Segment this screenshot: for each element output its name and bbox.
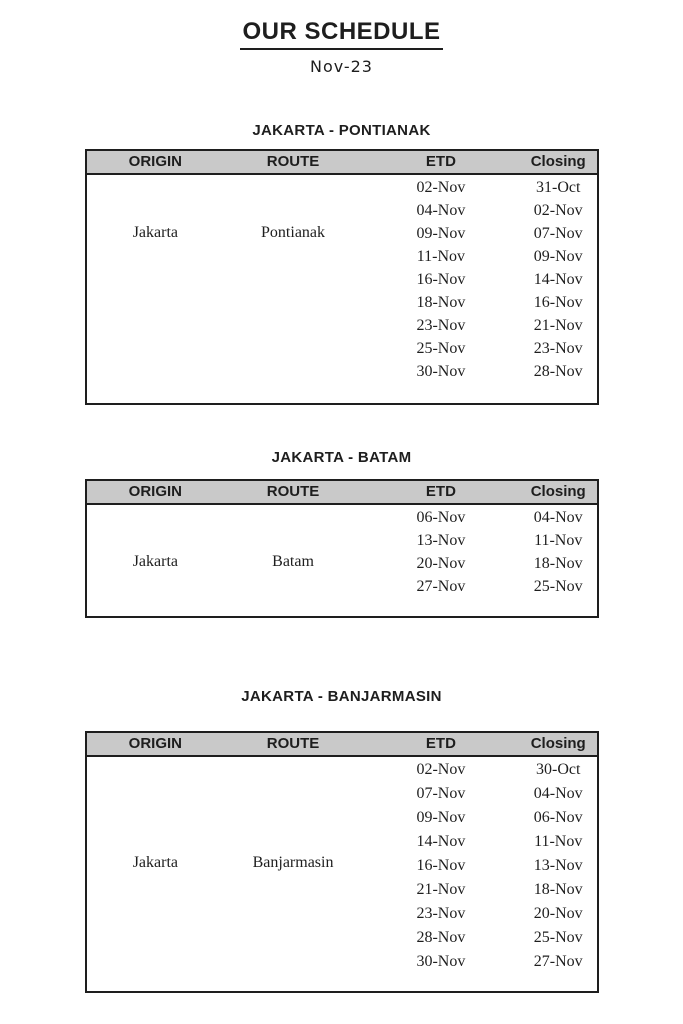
col-header-route: ROUTE — [266, 153, 320, 170]
closing-cell: 18-Nov — [533, 555, 583, 572]
etd-cell: 28-Nov — [416, 929, 466, 946]
col-header-route: ROUTE — [266, 735, 320, 752]
origin-cell: Jakarta — [132, 553, 178, 570]
col-header-closing: Closing — [530, 153, 586, 170]
closing-cell: 11-Nov — [534, 833, 583, 850]
closing-cell: 04-Nov — [533, 509, 583, 526]
closing-cell: 27-Nov — [533, 953, 583, 970]
table-row — [87, 926, 597, 950]
etd-cell: 13-Nov — [416, 532, 466, 549]
table-row — [87, 529, 597, 552]
closing-cell: 25-Nov — [533, 578, 583, 595]
table-row — [87, 950, 597, 974]
col-header-origin: ORIGIN — [128, 483, 183, 500]
etd-cell: 16-Nov — [416, 857, 466, 874]
table-row — [87, 268, 597, 291]
etd-cell: 02-Nov — [416, 761, 466, 778]
closing-cell: 13-Nov — [533, 857, 583, 874]
etd-cell: 30-Nov — [416, 363, 466, 380]
closing-cell: 14-Nov — [533, 271, 583, 288]
etd-cell: 11-Nov — [416, 248, 466, 265]
table-row — [87, 782, 597, 806]
route-cell: Batam — [272, 553, 314, 570]
table-row — [87, 806, 597, 830]
schedule-table-pontianak — [85, 149, 599, 405]
closing-cell: 06-Nov — [533, 809, 583, 826]
schedule-table-batam — [85, 479, 599, 618]
table-row — [87, 506, 597, 529]
closing-cell: 07-Nov — [533, 225, 583, 242]
table-row — [87, 176, 597, 199]
table-row — [87, 758, 597, 782]
etd-cell: 23-Nov — [416, 905, 466, 922]
origin-cell: Jakarta — [132, 854, 178, 871]
closing-cell: 23-Nov — [533, 340, 583, 357]
table-row — [87, 199, 597, 222]
closing-cell: 25-Nov — [533, 929, 583, 946]
col-header-etd: ETD — [425, 735, 456, 752]
col-header-closing: Closing — [530, 483, 586, 500]
origin-cell: Jakarta — [132, 224, 178, 241]
closing-cell: 30-Oct — [536, 761, 581, 778]
section-title: JAKARTA - BANJARMASIN — [241, 688, 442, 705]
route-cell: Banjarmasin — [252, 854, 334, 871]
etd-cell: 30-Nov — [416, 953, 466, 970]
etd-cell: 25-Nov — [416, 340, 466, 357]
closing-cell: 28-Nov — [533, 363, 583, 380]
section-title: JAKARTA - BATAM — [271, 449, 412, 466]
col-header-etd: ETD — [425, 483, 456, 500]
etd-cell: 18-Nov — [416, 294, 466, 311]
table-body — [87, 757, 597, 991]
etd-cell: 09-Nov — [416, 225, 466, 242]
table-body — [87, 505, 597, 616]
page-title-text: OUR SCHEDULE — [240, 18, 442, 50]
table-header-row — [87, 151, 597, 175]
etd-cell: 16-Nov — [416, 271, 466, 288]
etd-cell: 23-Nov — [416, 317, 466, 334]
col-header-origin: ORIGIN — [128, 735, 183, 752]
closing-cell: 31-Oct — [536, 179, 581, 196]
page-title — [0, 0, 683, 50]
closing-cell: 20-Nov — [533, 905, 583, 922]
closing-cell: 16-Nov — [533, 294, 583, 311]
etd-cell: 07-Nov — [416, 785, 466, 802]
closing-cell: 11-Nov — [534, 532, 583, 549]
page-subtitle: Nov-23 — [310, 57, 373, 76]
etd-cell: 06-Nov — [416, 509, 466, 526]
table-row — [87, 830, 597, 854]
etd-cell: 27-Nov — [416, 578, 466, 595]
table-body — [87, 175, 597, 403]
closing-cell: 21-Nov — [533, 317, 583, 334]
table-row — [87, 360, 597, 383]
col-header-closing: Closing — [530, 735, 586, 752]
route-cell: Pontianak — [261, 224, 326, 241]
col-header-route: ROUTE — [266, 483, 320, 500]
etd-cell: 04-Nov — [416, 202, 466, 219]
table-row — [87, 314, 597, 337]
etd-cell: 02-Nov — [416, 179, 466, 196]
section-jakarta-batam — [0, 449, 683, 618]
section-jakarta-pontianak — [0, 122, 683, 405]
etd-cell: 21-Nov — [416, 881, 466, 898]
closing-cell: 09-Nov — [533, 248, 583, 265]
schedule-table-banjarmasin — [85, 731, 599, 993]
closing-cell: 02-Nov — [533, 202, 583, 219]
table-header-row — [87, 733, 597, 757]
col-header-etd: ETD — [425, 153, 456, 170]
closing-cell: 18-Nov — [533, 881, 583, 898]
table-row — [87, 575, 597, 598]
section-jakarta-banjarmasin — [0, 688, 683, 993]
section-title: JAKARTA - PONTIANAK — [252, 122, 431, 139]
table-row — [87, 245, 597, 268]
table-header-row — [87, 481, 597, 505]
etd-cell: 20-Nov — [416, 555, 466, 572]
table-row — [87, 902, 597, 926]
col-header-origin: ORIGIN — [128, 153, 183, 170]
table-row — [87, 291, 597, 314]
etd-cell: 14-Nov — [416, 833, 466, 850]
etd-cell: 09-Nov — [416, 809, 466, 826]
table-row — [87, 337, 597, 360]
closing-cell: 04-Nov — [533, 785, 583, 802]
table-row — [87, 878, 597, 902]
